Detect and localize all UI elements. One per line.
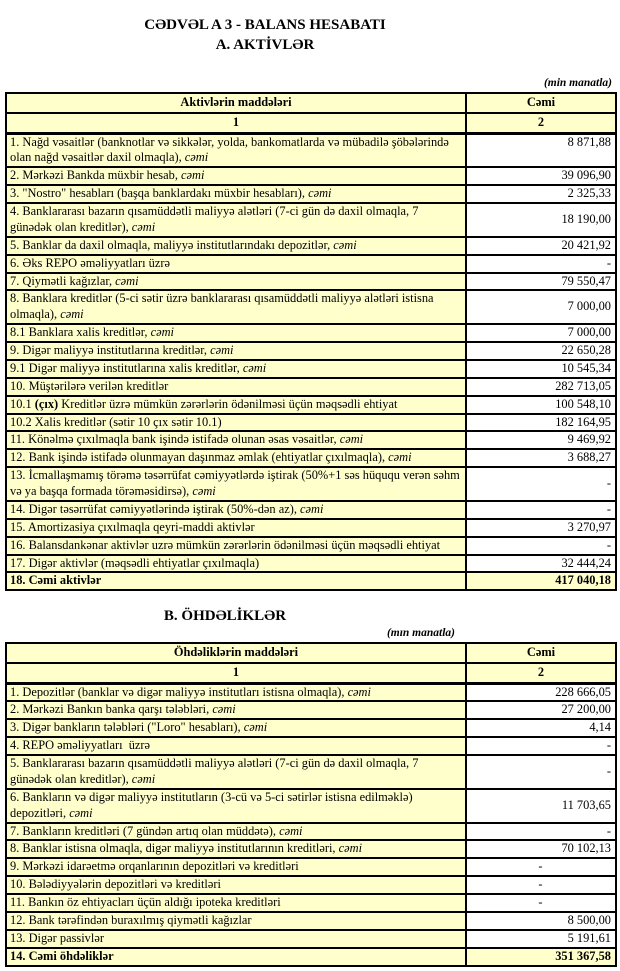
liabilities-table-header <box>6 643 616 683</box>
liabilities-items-header: Öhdəliklərin maddələri <box>6 643 466 663</box>
table-row <box>6 912 616 930</box>
row-label: 7. Bankların kreditləri (7 gündən artıq olan müddətə), cəmi <box>6 823 466 841</box>
table-row <box>6 930 616 948</box>
unit-note-liabilities: (mın manatla) <box>386 627 455 640</box>
liabilities-total-header: Cəmi <box>466 643 616 663</box>
row-value: 7 000,00 <box>466 290 616 324</box>
row-label: 2. Mərkəzi Bankın banka qarşı tələbləri, cəmi <box>6 701 466 719</box>
table-row <box>6 133 616 167</box>
table-row <box>6 823 616 841</box>
row-value: - <box>466 876 616 894</box>
row-value: - <box>466 858 616 876</box>
row-value: 8 871,88 <box>466 133 616 167</box>
row-label: 16. Balansdankənar aktivlər uzrə mümkün zərərlərin ödənilməsi üçün məqsədli ehtiyat <box>6 537 466 555</box>
row-value: 20 421,92 <box>466 237 616 255</box>
header-row <box>6 643 616 663</box>
row-label: 17. Digər aktivlər (məqsədli ehtiyatlar çıxılmaqla) <box>6 555 466 573</box>
document-title-block <box>0 16 530 55</box>
row-value: 32 444,24 <box>466 555 616 573</box>
row-value: 9 469,92 <box>466 431 616 449</box>
row-value: - <box>466 823 616 841</box>
row-label: 4. Banklararası bazarın qısamüddətli maliyyə alətləri (7-ci gün də daxil olmaqla, 7 günədək olan kreditlər), cəmi <box>6 203 466 237</box>
row-label: 8. Banklara kreditlər (5-ci sətir üzrə banklararası qısamüddətli maliyyə alətləri istisna olmaqla), cəmi <box>6 290 466 324</box>
row-label: 2. Mərkəzi Bankda müxbir hesab, cəmi <box>6 167 466 185</box>
row-label: 10.2 Xalis kreditlər (sətir 10 çıx sətir 10.1) <box>6 414 466 432</box>
table-row <box>6 290 616 324</box>
row-label: 13. Digər passivlər <box>6 930 466 948</box>
table-row <box>6 324 616 342</box>
row-label: 4. REPO əməliyyatları üzrə <box>6 737 466 755</box>
table-row <box>6 840 616 858</box>
row-label: 11. Bankın öz ehtiyacları üçün aldığı ipoteka kreditləri <box>6 894 466 912</box>
row-label: 1. Nağd vəsaitlər (banknotlar və sikkələr, yolda, bankomatlarda və mübadilə şöbələrində olan nağd vəsaitlər daxil olmaqla), cəmi <box>6 133 466 167</box>
table-row <box>6 167 616 185</box>
table-row <box>6 360 616 378</box>
table-row <box>6 255 616 273</box>
row-label: 6. Bankların və digər maliyyə institutların (3-cü və 5-ci sətirlər istisna edilməklə) depozitləri, cəmi <box>6 789 466 823</box>
table-row <box>6 501 616 519</box>
row-label: 14. Digər təsərrüfat cəmiyyətlərində iştirak (50%-dən az), cəmi <box>6 501 466 519</box>
row-label: 13. İcmallaşmamış törəmə təsərrüfat cəmiyyətlərdə iştirak (50%+1 səs hüququ verən səhm və ya başqa formada törəməsidirsə), cəmi <box>6 467 466 501</box>
row-label: 9.1 Digər maliyyə institutlarına xalis kreditlər, cəmi <box>6 360 466 378</box>
assets-table <box>5 92 617 592</box>
row-value: 70 102,13 <box>466 840 616 858</box>
row-value: 282 713,05 <box>466 378 616 396</box>
table-row <box>6 414 616 432</box>
row-value: - <box>466 755 616 789</box>
row-value: - <box>466 255 616 273</box>
assets-total-header: Cəmi <box>466 93 616 113</box>
row-value: 100 548,10 <box>466 396 616 414</box>
section-b-title: B. ÖHDƏLİKLƏR <box>163 608 287 625</box>
row-value: 417 040,18 <box>466 572 616 590</box>
row-label: 18. Cəmi aktivlər <box>6 572 466 590</box>
row-label: 15. Amortizasiya çıxılmaqla qeyri-maddi aktivlər <box>6 519 466 537</box>
row-value: 3 270,97 <box>466 519 616 537</box>
row-label: 3. "Nostro" hesabları (başqa banklardakı müxbir hesabları), cəmi <box>6 185 466 203</box>
row-label: 10. Müştərilərə verilən kreditlər <box>6 378 466 396</box>
table-row <box>6 467 616 501</box>
table-row <box>6 449 616 467</box>
table-row <box>6 894 616 912</box>
page-title: CƏDVƏL A 3 - BALANS HESABATI <box>144 17 386 33</box>
row-label: 12. Bank işində istifadə olunmayan daşınmaz əmlak (ehtiyatlar çıxılmaqla), cəmi <box>6 449 466 467</box>
row-label: 8. Banklar istisna olmaqla, digər maliyyə institutlarının kreditləri, cəmi <box>6 840 466 858</box>
column-number-1: 1 <box>6 663 466 683</box>
row-label: 5. Banklar da daxil olmaqla, maliyyə institutlarındakı depozitlər, cəmi <box>6 237 466 255</box>
row-label: 10.1 (çıx) Kreditlər üzrə mümkün zərərlərin ödənilməsi üçün məqsədli ehtiyat <box>6 396 466 414</box>
row-value: 27 200,00 <box>466 701 616 719</box>
table-row <box>6 342 616 360</box>
row-value: 4,14 <box>466 719 616 737</box>
row-label: 8.1 Banklara xalis kreditlər, cəmi <box>6 324 466 342</box>
table-row <box>6 737 616 755</box>
table-row <box>6 378 616 396</box>
liabilities-table <box>5 642 617 967</box>
assets-table-header <box>6 93 616 133</box>
row-label: 9. Digər maliyyə institutlarına kreditlər, cəmi <box>6 342 466 360</box>
table-row <box>6 755 616 789</box>
row-label: 7. Qiymətli kağızlar, cəmi <box>6 273 466 291</box>
table-row <box>6 537 616 555</box>
assets-items-header: Aktivlərin maddələri <box>6 93 466 113</box>
column-number-2: 2 <box>466 663 616 683</box>
section-a-title: A. AKTİVLƏR <box>215 36 315 53</box>
row-value: 8 500,00 <box>466 912 616 930</box>
row-value: 5 191,61 <box>466 930 616 948</box>
row-value: 79 550,47 <box>466 273 616 291</box>
table-row <box>6 858 616 876</box>
row-label: 5. Banklararası bazarın qısamüddətli maliyyə alətləri (7-ci gün də daxil olmaqla, 7 günədək olan kreditlər), cəmi <box>6 755 466 789</box>
table-row <box>6 555 616 573</box>
row-label: 1. Depozitlər (banklar və digər maliyyə institutları istisna olmaqla), cəmi <box>6 683 466 701</box>
row-label: 12. Bank tərəfindən buraxılmış qiymətli kağızlar <box>6 912 466 930</box>
row-value: 18 190,00 <box>466 203 616 237</box>
row-value: 39 096,90 <box>466 167 616 185</box>
table-row <box>6 719 616 737</box>
table-row <box>6 519 616 537</box>
row-value: - <box>466 737 616 755</box>
table-row <box>6 876 616 894</box>
table-row <box>6 185 616 203</box>
total-row <box>6 948 616 966</box>
row-label: 6. Əks REPO əməliyyatları üzrə <box>6 255 466 273</box>
row-value: 10 545,34 <box>466 360 616 378</box>
row-value: 2 325,33 <box>466 185 616 203</box>
table-row <box>6 396 616 414</box>
row-label: 14. Cəmi öhdəliklər <box>6 948 466 966</box>
unit-note-assets: (min manatla) <box>543 77 612 89</box>
row-value: 228 666,05 <box>466 683 616 701</box>
assets-table-body <box>6 133 616 590</box>
row-value: 182 164,95 <box>466 414 616 432</box>
table-row <box>6 203 616 237</box>
row-label: 3. Digər bankların tələbləri ("Loro" hesabları), cəmi <box>6 719 466 737</box>
row-value: 11 703,65 <box>466 789 616 823</box>
header-row <box>6 93 616 113</box>
row-value: 351 367,58 <box>466 948 616 966</box>
column-number-1: 1 <box>6 113 466 133</box>
liabilities-table-body <box>6 683 616 966</box>
table-row <box>6 273 616 291</box>
total-row <box>6 572 616 590</box>
column-number-row <box>6 663 616 683</box>
row-value: 22 650,28 <box>466 342 616 360</box>
row-label: 11. Könəlmə çıxılmaqla bank işində istifadə olunan əsas vəsaitlər, cəmi <box>6 431 466 449</box>
column-number-2: 2 <box>466 113 616 133</box>
row-value: 3 688,27 <box>466 449 616 467</box>
table-row <box>6 701 616 719</box>
row-label: 10. Bələdiyyələrin depozitləri və kreditləri <box>6 876 466 894</box>
table-row <box>6 683 616 701</box>
row-value: - <box>466 467 616 501</box>
table-row <box>6 237 616 255</box>
column-number-row <box>6 113 616 133</box>
row-value: 7 000,00 <box>466 324 616 342</box>
row-label: 9. Mərkəzi idarəetmə orqanlarının depozitləri və kreditləri <box>6 858 466 876</box>
table-row <box>6 789 616 823</box>
row-value: - <box>466 501 616 519</box>
table-row <box>6 431 616 449</box>
row-value: - <box>466 894 616 912</box>
row-value: - <box>466 537 616 555</box>
